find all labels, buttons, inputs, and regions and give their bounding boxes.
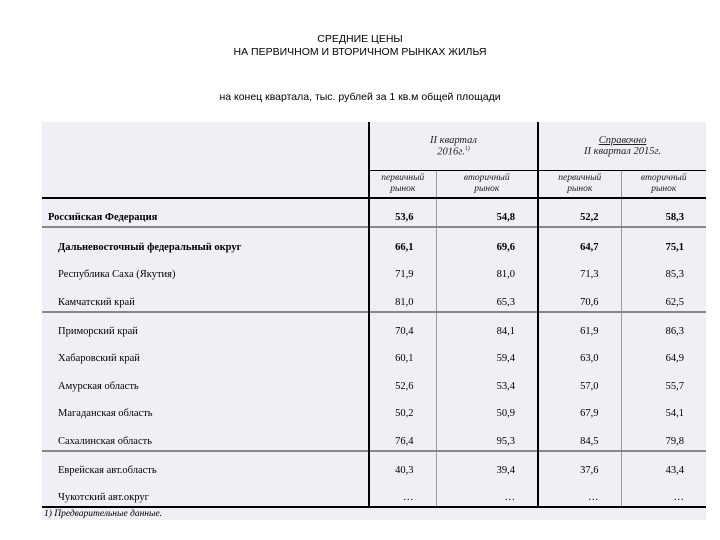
- price-value: 40,3: [369, 451, 436, 479]
- region-name: Амурская область: [58, 380, 139, 392]
- price-value: …: [369, 479, 436, 507]
- table-row: [42, 451, 706, 479]
- price-value: …: [436, 479, 538, 507]
- price-value: 70,4: [369, 312, 436, 340]
- corner-cell: [42, 122, 369, 198]
- table-row: [42, 340, 706, 367]
- price-value: 84,1: [436, 312, 538, 340]
- col-secondary-2015: вторичный рынок: [621, 171, 706, 199]
- price-value: 39,4: [436, 451, 538, 479]
- table-row: [42, 422, 706, 450]
- price-value: 71,3: [538, 256, 621, 283]
- table-row: [42, 198, 706, 227]
- region-name: Приморский край: [42, 312, 369, 340]
- group-header-2016: II квартал 2016г.$^{1)}$: [369, 122, 538, 171]
- col-primary-2016: первичный рынок: [369, 171, 436, 199]
- price-value: …: [538, 479, 621, 507]
- price-value: 86,3: [621, 312, 706, 340]
- region-name: Хабаровский край: [58, 353, 140, 365]
- price-value: 52,6: [369, 367, 436, 394]
- region-name: Камчатский край: [58, 296, 135, 308]
- price-value: 54,8: [436, 198, 538, 227]
- price-value: 37,6: [538, 451, 621, 479]
- price-value: 60,1: [369, 340, 436, 367]
- subtitle: на конец квартала, тыс. рублей за 1 кв.м общей площади: [219, 91, 501, 103]
- table-row: [42, 227, 706, 255]
- col-primary-2015: первичный рынок: [538, 171, 621, 199]
- col-secondary-2016: вторичный рынок: [436, 171, 538, 199]
- price-value: 81,0: [436, 256, 538, 283]
- price-value: 54,1: [621, 395, 706, 422]
- price-value: 65,3: [436, 283, 538, 311]
- footnote: 1) Предварительные данные.: [42, 507, 706, 520]
- table-row: [42, 312, 706, 340]
- price-value: 79,8: [621, 422, 706, 450]
- price-value: 70,6: [538, 283, 621, 311]
- price-table: [42, 122, 706, 520]
- price-value: …: [621, 479, 706, 507]
- price-value: 85,3: [621, 256, 706, 283]
- price-value: 75,1: [621, 227, 706, 255]
- region-name: Сахалинская область: [58, 435, 152, 447]
- price-value: 53,4: [436, 367, 538, 394]
- region-name: Чукотский авт.округ: [58, 492, 149, 504]
- price-value: 43,4: [621, 451, 706, 479]
- region-name: Республика Саха (Якутия): [58, 269, 176, 281]
- price-value: 52,2: [538, 198, 621, 227]
- table-row: [42, 256, 706, 283]
- price-value: 84,5: [538, 422, 621, 450]
- price-value: 69,6: [436, 227, 538, 255]
- table-row: [42, 283, 706, 311]
- title-line-1: СРЕДНИЕ ЦЕНЫ: [317, 33, 403, 45]
- price-value: 61,9: [538, 312, 621, 340]
- region-name: Магаданская область: [58, 408, 153, 420]
- table-row: [42, 395, 706, 422]
- price-value: 62,5: [621, 283, 706, 311]
- price-value: 59,4: [436, 340, 538, 367]
- price-value: 57,0: [538, 367, 621, 394]
- price-value: 81,0: [369, 283, 436, 311]
- price-value: 64,9: [621, 340, 706, 367]
- price-value: 53,6: [369, 198, 436, 227]
- price-value: 76,4: [369, 422, 436, 450]
- price-value: 64,7: [538, 227, 621, 255]
- region-name: Еврейская авт.область: [42, 451, 369, 479]
- price-value: 66,1: [369, 227, 436, 255]
- region-name: Российская Федерация: [42, 198, 369, 227]
- price-value: 55,7: [621, 367, 706, 394]
- region-name: Дальневосточный федеральный округ: [42, 227, 369, 255]
- group-header-2015: Справочно II квартал 2015г.: [538, 122, 706, 171]
- title-line-2: НА ПЕРВИЧНОМ И ВТОРИЧНОМ РЫНКАХ ЖИЛЬЯ: [233, 46, 487, 58]
- price-value: 58,3: [621, 198, 706, 227]
- price-value: 71,9: [369, 256, 436, 283]
- price-value: 50,2: [369, 395, 436, 422]
- table-row: [42, 367, 706, 394]
- price-value: 63,0: [538, 340, 621, 367]
- price-value: 67,9: [538, 395, 621, 422]
- table-row: [42, 479, 706, 507]
- price-value: 95,3: [436, 422, 538, 450]
- price-value: 50,9: [436, 395, 538, 422]
